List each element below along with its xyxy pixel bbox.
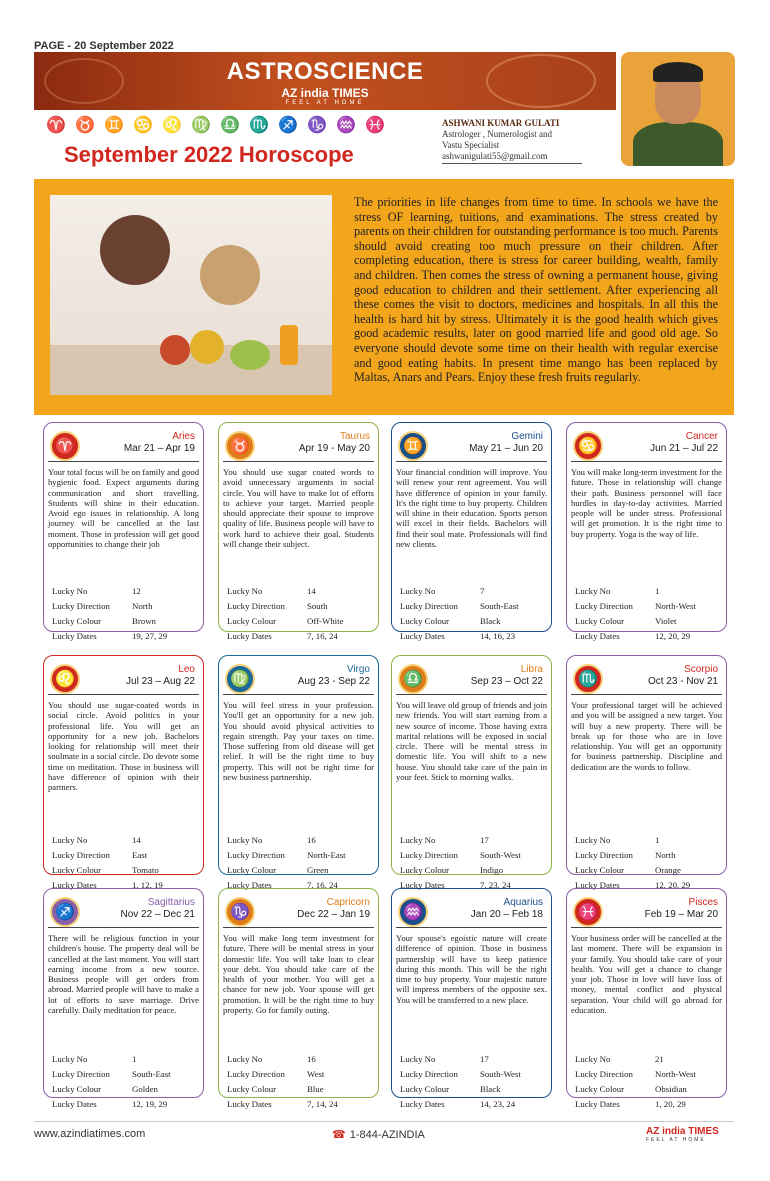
card-divider [223,694,374,695]
lucky-colour: Green [307,865,329,875]
horoscope-text: Your spouse's egoistic nature will create difference of opinion. Those in business partnership will have to keep patience during this month. This will be the right time to buy property. Your majestic nature will impress members of the opposite sex. You will be transferred to a new place. [396,933,547,1005]
lucky-colour-row: Lucky Colour Brown [52,615,167,628]
lucky-table [50,1051,173,1113]
lucky-direction-row: Lucky Direction North [575,849,690,862]
horoscope-text: Your total focus will be on family and good hygienic food. Expect arguments during communication and short travelling. Students will shine in their education. Avoid ego issues in relationship. A long journey will be cancelled at the last moment. Those in profession will get good opportunities to change their job [48,467,199,550]
lucky-no: 14 [307,586,316,596]
lucky-dates-row: Lucky Dates 12, 20, 29 [575,630,696,643]
lucky-no: 1 [655,586,660,596]
lucky-no: 17 [480,835,489,845]
lucky-no-row: Lucky No 14 [227,585,343,598]
lucky-direction-row: Lucky Direction South-East [52,1069,171,1079]
lucky-colour-row: Lucky Colour Green [227,864,346,877]
lucky-no-row: Lucky No 12 [52,585,167,598]
lucky-colour-row: Lucky Colour Black [400,1083,521,1096]
lucky-direction-row: Lucky Direction North-East [227,850,346,860]
virgo-icon: ♍ [191,117,211,134]
lucky-colour: Tomato [132,865,159,875]
author-photo [621,52,735,166]
lucky-direction: East [132,850,148,860]
lucky-dates: 14, 16, 23 [480,631,516,641]
sign-dates: Sep 23 – Oct 22 [470,676,543,687]
lucky-dates: 12, 20, 29 [655,631,691,641]
sign-dates: Mar 21 – Apr 19 [123,443,195,454]
lucky-dates-row: Lucky Dates 7, 23, 24 [400,879,521,892]
lucky-table [50,832,165,894]
sign-name: Scorpio [684,664,718,675]
card-divider [571,927,722,928]
lucky-no-row: Lucky No 14 [52,834,163,847]
horoscope-card-libra [391,655,552,890]
lucky-no: 16 [307,1054,316,1064]
intro-text: The priorities in life changes from time to time. In schools we have the stress OF learning, tuitions, and examinations. The stress created by parents on their children for outstanding performance is too much. Parents should avoid creating too much pressure on their children. After completing education, there is stress for career building, wealth, family and children. Then comes the stress of owning a permanent house, giving good education to children and their settlement. After experiencing all these comes the visit to doctors, medicines and hospitals. In all this the health is hard hit by stress. Ultimately it is the good health which gives good academic results, later on good married life and good old age. So everyone should devote some time on their health with regular exercise and good eating habits. In present time mango has been replaced by Maltas, Anars and Pears. Enjoy these fresh fruits regularly. [354,195,718,385]
card-divider [396,927,547,928]
lucky-no-row: Lucky No 1 [52,1053,171,1066]
footer-website[interactable]: www.azindiatimes.com [34,1128,146,1140]
aquarius-icon: ♒ [336,117,356,134]
lucky-colour: Indigo [480,865,503,875]
lucky-direction: North [132,601,153,611]
lucky-no-row: Lucky No 1 [575,834,690,847]
lucky-direction: South-West [480,850,521,860]
sign-name: Aquarius [503,897,543,908]
lucky-direction: North-West [655,1069,696,1079]
taurus-icon: ♉ [75,117,95,134]
lucky-table [50,583,169,645]
card-divider [571,461,722,462]
lucky-dates: 1, 12, 19 [132,880,163,890]
card-divider [396,694,547,695]
family-fruit-photo [50,195,332,395]
lucky-table [573,832,692,894]
lucky-table [398,1051,523,1113]
lucky-direction-row: Lucky Direction North-West [575,601,696,611]
sign-name: Taurus [339,431,370,442]
lucky-dates-row: Lucky Dates 7, 16, 24 [227,630,343,643]
sign-name: Gemini [511,431,543,442]
lucky-table [225,583,345,645]
crab-icon: ♋ [573,431,603,461]
horoscope-text: Your business order will be cancelled at the last moment. There will be expansion in your family. You should take care of your health. You will get a chance to change your job. Those in love will have loss of money, mental conflict and physical separation. Your child will go abroad for education. [571,933,722,1016]
sign-name: Aries [172,431,195,442]
author-email: ashwanigulati55@gmail.com [442,151,582,164]
maiden-icon: ♍ [225,664,255,694]
lucky-table [225,1051,340,1113]
lucky-colour-row: Lucky Colour Obsidian [575,1083,696,1096]
lucky-dates: 1, 20, 29 [655,1099,686,1109]
zodiac-symbol-strip [44,116,434,138]
horoscope-text: There will be religious function in your children's house. The property deal will be cancelled at the last moment. You will start earning income from a new source. Business people will get orders from abroad. Married people will have to make a lot of efforts to save marriage. Drive carefully. Daily meditation for peace. [48,933,199,1016]
lucky-colour-row: Lucky Colour Indigo [400,864,521,877]
aries-icon: ♈ [46,117,66,134]
lucky-dates: 12, 19, 29 [132,1099,168,1109]
lucky-no-row: Lucky No 17 [400,1053,521,1066]
lucky-direction: West [307,1069,325,1079]
water-bearer-icon: ♒ [398,897,428,927]
pisces-icon: ♓ [365,117,385,134]
sign-dates: Jun 21 – Jul 22 [650,443,718,454]
lucky-direction: South-East [480,601,519,611]
lucky-dates-row: Lucky Dates 1, 12, 19 [52,880,163,890]
lucky-direction: South-East [132,1069,171,1079]
sign-name: Capricorn [326,897,370,908]
lucky-dates-row: Lucky Dates 7, 16, 24 [227,879,346,892]
lucky-colour-row: Lucky Colour Tomato [52,864,163,877]
section-title: ASTROSCIENCE [226,58,424,85]
lucky-direction: South [307,601,328,611]
lucky-table [573,1051,698,1113]
horoscope-card-taurus [218,422,379,641]
lucky-dates: 14, 23, 24 [480,1099,516,1109]
footer-divider [34,1121,734,1122]
footer-phone [332,1128,425,1141]
lucky-no: 12 [132,586,141,596]
libra-icon: ♎ [220,117,240,134]
sign-dates: Nov 22 – Dec 21 [120,909,195,920]
logo-tagline: FEEL AT HOME [285,100,365,106]
author-role: Vastu Specialist [442,140,500,150]
lucky-colour-row: Lucky Colour Golden [52,1083,171,1096]
banner-logo [34,86,616,106]
lucky-colour: Off-White [307,616,344,626]
banner [34,52,616,110]
lucky-no-row: Lucky No 1 [575,585,696,598]
sign-dates: Feb 19 – Mar 20 [644,909,718,920]
twins-icon: ♊ [398,431,428,461]
lucky-direction-row: Lucky Direction West [227,1068,338,1081]
lucky-no: 7 [480,586,485,596]
lucky-colour-row: Lucky Colour Orange [575,864,690,877]
card-divider [223,927,374,928]
sagittarius-icon: ♐ [278,117,298,134]
horoscope-text: You will feel stress in your profession. You'll get an opportunity for a new job. You should avoid physical activities to regain strength. Pay your taxes on time. Those suffering from old disease will get relief. It will be the right time to buy property. This will not be right time for new business partnership. [223,700,374,783]
lucky-direction-row: Lucky Direction North [52,600,167,613]
lucky-direction-row: Lucky Direction South-West [400,850,521,860]
horoscope-card-leo [43,655,204,890]
lucky-table [573,583,698,645]
card-divider [48,461,199,462]
lucky-colour-row: Lucky Colour Off-White [227,616,344,626]
sign-name: Virgo [346,664,370,675]
lucky-no-row: Lucky No 21 [575,1053,696,1066]
lucky-direction: North-East [307,850,346,860]
lucky-no-row: Lucky No 16 [227,834,346,847]
scorpio-icon: ♏ [249,117,269,134]
lucky-no: 1 [655,835,660,845]
lucky-table [398,832,523,894]
horoscope-text: You should use sugar-coated words in social circle. Avoid politics in your professional life. You will get an opportunity for a new job. Bachelors looking for relationship will meet their soulmate in a social circle. Do devote some time on meditation. Those in business will have difference of opinion with their partners. [48,700,199,793]
lucky-direction: South-West [480,1069,521,1079]
lucky-direction-row: Lucky Direction East [52,849,163,862]
intro-panel [34,179,734,415]
lucky-dates-row: Lucky Dates 7, 14, 24 [227,1099,338,1109]
lucky-colour: Golden [132,1084,158,1094]
lucky-dates-row: Lucky Dates 12, 19, 29 [52,1098,171,1111]
lucky-colour: Obsidian [655,1084,687,1094]
bull-icon: ♉ [225,431,255,461]
horoscope-card-capricorn [218,888,379,1109]
lucky-direction-row: Lucky Direction South-East [400,601,519,611]
lucky-direction: North [655,850,676,860]
sign-name: Libra [520,664,543,675]
lucky-table [225,832,348,894]
horoscope-text: You will leave old group of friends and join new friends. You will start earning from a new source of income. Those having extra marital relations will be exposed in social circle. There will be mental stress in domestic life. You will shift to a new house. You should take care of the pain in your feet. Stick to morning walks. [396,700,547,783]
lucky-no: 17 [480,1054,489,1064]
sign-dates: Apr 19 - May 20 [298,443,370,454]
lucky-no-row: Lucky No 17 [400,834,521,847]
lucky-dates: 7, 16, 24 [307,631,338,641]
sign-dates: Dec 22 – Jan 19 [297,909,370,920]
archer-icon: ♐ [50,897,80,927]
author-info [442,118,582,164]
horoscope-card-sagittarius [43,888,204,1109]
capricorn-icon: ♑ [307,117,327,134]
author-name: ASHWANI KUMAR GULATI [442,118,560,128]
horoscope-text: Your financial condition will improve. You will renew your rent agreement. You will have difference of opinion in your family. It's the right time to buy property. Children will shine in their education. Sports person will excel in their fields. Bachelors will find their soul mate. Professionals will find new clients. [396,467,547,550]
scales-icon: ♎ [398,664,428,694]
logo-text: AZ india TIMES [281,86,369,100]
horoscope-card-pisces [566,888,727,1109]
card-divider [223,461,374,462]
lucky-colour-row: Lucky Colour Blue [227,1083,338,1096]
card-divider [571,694,722,695]
sign-name: Sagittarius [147,897,195,908]
lucky-colour: Black [480,616,501,626]
lucky-dates-row: Lucky Dates 1, 20, 29 [575,1098,696,1111]
fish-icon: ♓ [573,897,603,927]
sign-name: Pisces [688,897,718,908]
author-role: Astrologer , Numerologist and [442,129,552,139]
page-label: PAGE - 20 September 2022 [34,40,174,52]
scorpion-icon: ♏ [573,664,603,694]
lucky-no-row: Lucky No 7 [400,585,519,598]
horoscope-card-cancer [566,422,727,641]
lion-icon: ♌ [50,664,80,694]
lucky-dates: 12, 20, 29 [655,880,691,890]
horoscope-text: You should use sugar coated words to avoid unnecessary arguments in social circle. You will have to make lot of efforts to achieve your target. Married people should appreciate their spouse to improve quality of life. Business people will have to work hard to achieve their goal. Students will change their subject. [223,467,374,550]
phone-icon: ☎ [332,1129,346,1141]
phone-number: 1-844-AZINDIA [349,1129,425,1141]
horoscope-card-aquarius [391,888,552,1109]
lucky-table [398,583,521,645]
card-divider [48,694,199,695]
sign-name: Leo [178,664,195,675]
lucky-colour: Violet [655,616,677,626]
lucky-no: 14 [132,835,141,845]
logo-tagline: FEEL AT HOME [646,1137,706,1143]
lucky-direction-row: Lucky Direction North-West [575,1069,696,1079]
lucky-colour: Blue [307,1084,324,1094]
horoscope-card-virgo [218,655,379,890]
horoscope-text: Your professional target will be achieved and you will be assigned a new target. You will buy a new property. There will be break up for those who are in love relationship. You will get an opportunity for business partnership. Discipline and dedication are the words to follow. [571,700,722,772]
lucky-direction-row: Lucky Direction South [227,600,343,613]
lucky-colour-row: Lucky Colour Violet [575,615,696,628]
logo-text: AZ india TIMES [646,1126,719,1137]
sign-dates: Jan 20 – Feb 18 [470,909,543,920]
lucky-dates: 7, 14, 24 [307,1099,338,1109]
horoscope-card-scorpio [566,655,727,890]
lucky-colour: Brown [132,616,156,626]
lucky-colour-row: Lucky Colour Black [400,615,519,628]
horoscope-card-gemini [391,422,552,641]
lucky-dates-row: Lucky Dates 12, 20, 29 [575,880,691,890]
footer-logo [646,1126,719,1143]
lucky-colour: Orange [655,865,681,875]
lucky-dates-row: Lucky Dates 14, 16, 23 [400,630,519,643]
lucky-dates-row: Lucky Dates 14, 23, 24 [400,1098,521,1111]
lucky-direction-row: Lucky Direction South-West [400,1069,521,1079]
lucky-dates: 7, 16, 24 [307,880,338,890]
ram-icon: ♈ [50,431,80,461]
page-title: September 2022 Horoscope [64,142,354,167]
lucky-dates: 19, 27, 29 [132,631,168,641]
lucky-colour: Black [480,1084,501,1094]
cancer-icon: ♋ [133,117,153,134]
card-divider [396,461,547,462]
lucky-no: 16 [307,835,316,845]
sign-dates: Oct 23 - Nov 21 [647,676,718,687]
horoscope-card-aries [43,422,204,641]
lucky-no: 1 [132,1054,137,1064]
leo-icon: ♌ [162,117,182,134]
horoscope-text: You will make long-term investment for the future. Those in relationship will change their path. Business personnel will face hurdles in day-to-day activities. Married people will be under stress. Professional will get promotion. It is the right time to buy property. Yoga is the way of life. [571,467,722,539]
sign-name: Cancer [685,431,718,442]
lucky-no: 21 [655,1054,664,1064]
sign-dates: Aug 23 - Sep 22 [297,676,370,687]
horoscope-text: You will make long term investment for future. There will be mental stress in your domestic life. You will take loan to clear your debt. You should take care of the health of your mother. You will get a chance for new job. Your spouse will get promotion. It will be the right time to buy property. Go for family outing. [223,933,374,1016]
sign-dates: Jul 23 – Aug 22 [126,676,195,687]
lucky-no-row: Lucky No 16 [227,1053,338,1066]
card-divider [48,927,199,928]
sign-dates: May 21 – Jun 20 [469,443,543,454]
goat-icon: ♑ [225,897,255,927]
gemini-icon: ♊ [104,117,124,134]
lucky-direction: North-West [655,601,696,611]
lucky-dates-row: Lucky Dates 19, 27, 29 [52,631,168,641]
lucky-dates: 7, 23, 24 [480,880,511,890]
